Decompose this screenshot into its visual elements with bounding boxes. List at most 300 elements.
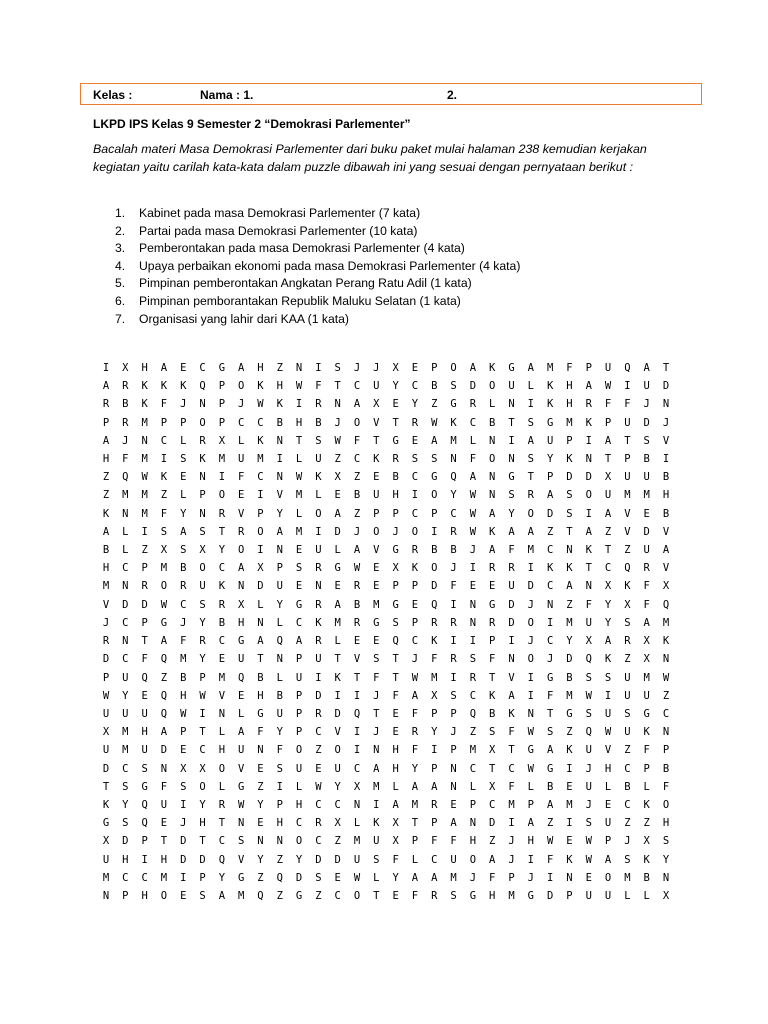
puzzle-letter[interactable]: F [257,726,264,739]
puzzle-letter[interactable]: Z [102,489,110,502]
puzzle-letter[interactable]: S [450,380,457,393]
puzzle-letter[interactable]: Q [141,671,148,684]
puzzle-letter[interactable]: O [238,380,245,393]
puzzle-letter[interactable]: R [643,562,650,575]
puzzle-letter[interactable]: T [527,471,534,484]
puzzle-letter[interactable]: F [238,471,245,484]
puzzle-letter[interactable]: Y [450,489,457,502]
puzzle-letter[interactable]: R [624,635,631,648]
puzzle-letter[interactable]: I [276,453,283,466]
puzzle-letter[interactable]: J [373,362,380,374]
puzzle-letter[interactable]: H [469,835,477,848]
puzzle-letter[interactable]: M [566,416,573,429]
puzzle-letter[interactable]: O [527,507,534,520]
puzzle-letter[interactable]: S [315,871,322,884]
puzzle-letter[interactable]: X [160,544,168,557]
puzzle-letter[interactable]: K [141,398,148,411]
puzzle-letter[interactable]: D [334,525,341,538]
puzzle-letter[interactable]: U [160,798,168,811]
puzzle-letter[interactable]: W [527,726,534,739]
puzzle-letter[interactable]: E [353,635,361,648]
puzzle-letter[interactable]: D [566,471,573,484]
puzzle-letter[interactable]: H [392,744,399,757]
puzzle-letter[interactable]: E [218,653,226,666]
puzzle-letter[interactable]: I [334,689,341,702]
puzzle-letter[interactable]: U [624,416,631,429]
puzzle-letter[interactable]: H [662,817,670,830]
puzzle-letter[interactable]: I [508,434,515,447]
puzzle-letter[interactable]: V [238,507,245,520]
puzzle-letter[interactable]: S [566,507,573,520]
puzzle-letter[interactable]: M [122,744,129,757]
puzzle-letter[interactable]: W [353,562,361,575]
puzzle-letter[interactable]: P [276,798,283,811]
puzzle-letter[interactable]: Y [431,726,438,739]
puzzle-letter[interactable]: F [411,707,419,720]
puzzle-letter[interactable]: A [489,853,496,866]
puzzle-letter[interactable]: Y [199,798,206,811]
puzzle-letter[interactable]: L [643,780,650,793]
puzzle-letter[interactable]: A [218,890,226,902]
puzzle-letter[interactable]: R [315,398,322,411]
puzzle-letter[interactable]: F [122,453,129,466]
puzzle-letter[interactable]: X [392,817,399,830]
puzzle-letter[interactable]: A [334,598,341,611]
puzzle-letter[interactable]: A [604,434,612,447]
puzzle-letter[interactable]: K [585,416,592,429]
puzzle-letter[interactable]: A [102,380,110,393]
puzzle-letter[interactable]: X [257,562,264,575]
puzzle-letter[interactable]: N [585,453,592,466]
puzzle-letter[interactable]: F [566,362,573,374]
puzzle-letter[interactable]: X [643,835,650,848]
puzzle-letter[interactable]: X [643,635,650,648]
puzzle-letter[interactable]: Z [469,726,477,739]
puzzle-letter[interactable]: N [353,798,361,811]
puzzle-letter[interactable]: S [527,453,534,466]
puzzle-letter[interactable]: Z [141,544,148,557]
puzzle-letter[interactable]: O [257,525,264,538]
puzzle-letter[interactable]: Y [199,653,206,666]
puzzle-letter[interactable]: W [334,434,341,447]
puzzle-letter[interactable]: C [122,562,129,575]
puzzle-letter[interactable]: G [546,762,554,775]
puzzle-letter[interactable]: J [508,835,515,848]
puzzle-letter[interactable]: S [199,890,206,902]
puzzle-letter[interactable]: O [469,853,477,866]
puzzle-letter[interactable]: U [643,544,650,557]
puzzle-letter[interactable]: Y [276,726,283,739]
puzzle-letter[interactable]: X [102,835,110,848]
puzzle-letter[interactable]: K [643,726,650,739]
puzzle-letter[interactable]: O [218,762,226,775]
puzzle-letter[interactable]: L [392,780,399,793]
puzzle-letter[interactable]: E [585,871,592,884]
puzzle-letter[interactable]: A [160,726,168,739]
puzzle-letter[interactable]: E [392,398,399,411]
puzzle-letter[interactable]: M [238,890,245,902]
puzzle-letter[interactable]: M [141,416,148,429]
puzzle-letter[interactable]: D [315,853,322,866]
puzzle-letter[interactable]: L [180,489,187,502]
puzzle-letter[interactable]: E [180,471,187,484]
puzzle-letter[interactable]: X [662,580,670,593]
puzzle-letter[interactable]: D [199,853,206,866]
puzzle-letter[interactable]: U [604,890,612,902]
puzzle-letter[interactable]: B [218,616,226,629]
puzzle-letter[interactable]: K [566,744,573,757]
puzzle-letter[interactable]: R [353,616,361,629]
puzzle-letter[interactable]: P [489,635,496,648]
puzzle-letter[interactable]: P [431,707,438,720]
puzzle-letter[interactable]: C [238,416,245,429]
puzzle-letter[interactable]: L [469,434,477,447]
puzzle-letter[interactable]: M [295,525,303,538]
puzzle-letter[interactable]: K [102,798,110,811]
puzzle-letter[interactable]: F [604,398,612,411]
puzzle-letter[interactable]: F [160,780,168,793]
puzzle-letter[interactable]: E [180,890,187,902]
puzzle-letter[interactable]: A [431,434,438,447]
puzzle-letter[interactable]: D [334,853,341,866]
puzzle-letter[interactable]: F [469,453,477,466]
puzzle-letter[interactable]: I [431,525,438,538]
puzzle-letter[interactable]: M [527,544,534,557]
puzzle-letter[interactable]: Q [257,890,264,902]
puzzle-letter[interactable]: A [411,871,419,884]
puzzle-letter[interactable]: N [489,489,496,502]
puzzle-letter[interactable]: K [450,416,457,429]
puzzle-letter[interactable]: Z [546,525,554,538]
puzzle-letter[interactable]: A [527,525,534,538]
puzzle-letter[interactable]: T [141,635,148,648]
puzzle-letter[interactable]: P [411,616,419,629]
puzzle-letter[interactable]: A [469,471,477,484]
puzzle-letter[interactable]: A [527,434,534,447]
puzzle-letter[interactable]: M [373,598,380,611]
puzzle-letter[interactable]: T [392,416,399,429]
puzzle-letter[interactable]: B [489,707,496,720]
puzzle-letter[interactable]: P [450,707,457,720]
puzzle-letter[interactable]: F [160,507,168,520]
puzzle-letter[interactable]: H [141,726,148,739]
puzzle-letter[interactable]: K [566,453,573,466]
puzzle-letter[interactable]: R [450,616,457,629]
puzzle-letter[interactable]: Q [199,380,206,393]
puzzle-letter[interactable]: F [508,780,515,793]
puzzle-letter[interactable]: U [315,453,322,466]
puzzle-letter[interactable]: R [315,817,322,830]
puzzle-letter[interactable]: I [469,562,477,575]
puzzle-letter[interactable]: N [585,580,592,593]
puzzle-letter[interactable]: A [450,817,457,830]
puzzle-letter[interactable]: A [604,635,612,648]
puzzle-letter[interactable]: W [469,525,477,538]
puzzle-letter[interactable]: Z [353,471,361,484]
puzzle-letter[interactable]: R [315,562,322,575]
puzzle-letter[interactable]: S [238,835,245,848]
puzzle-letter[interactable]: N [662,398,670,411]
puzzle-letter[interactable]: H [257,689,264,702]
puzzle-letter[interactable]: E [411,434,419,447]
puzzle-letter[interactable]: Q [585,726,592,739]
puzzle-letter[interactable]: J [180,817,187,830]
puzzle-letter[interactable]: I [527,398,534,411]
puzzle-letter[interactable]: E [373,471,380,484]
puzzle-letter[interactable]: Y [508,507,515,520]
puzzle-letter[interactable]: O [662,798,670,811]
puzzle-letter[interactable]: J [334,416,341,429]
puzzle-letter[interactable]: Y [218,544,226,557]
puzzle-letter[interactable]: D [257,580,264,593]
puzzle-letter[interactable]: S [624,853,631,866]
puzzle-letter[interactable]: L [122,544,129,557]
puzzle-letter[interactable]: H [527,835,534,848]
puzzle-letter[interactable]: N [199,471,206,484]
puzzle-letter[interactable]: L [295,507,303,520]
puzzle-letter[interactable]: I [276,780,283,793]
puzzle-letter[interactable]: G [546,416,554,429]
puzzle-letter[interactable]: T [218,525,226,538]
puzzle-letter[interactable]: U [624,671,631,684]
puzzle-letter[interactable]: K [546,562,554,575]
puzzle-letter[interactable]: A [643,362,650,374]
puzzle-letter[interactable]: O [238,544,245,557]
puzzle-letter[interactable]: I [585,507,592,520]
puzzle-letter[interactable]: A [604,507,612,520]
puzzle-letter[interactable]: K [508,707,515,720]
puzzle-letter[interactable]: A [527,817,534,830]
puzzle-letter[interactable]: A [102,525,110,538]
puzzle-letter[interactable]: T [566,525,573,538]
puzzle-letter[interactable]: M [295,489,303,502]
puzzle-letter[interactable]: L [315,489,322,502]
puzzle-letter[interactable]: S [315,434,322,447]
puzzle-letter[interactable]: B [489,416,496,429]
puzzle-letter[interactable]: C [218,562,226,575]
puzzle-letter[interactable]: S [295,562,303,575]
puzzle-letter[interactable]: G [527,890,534,902]
puzzle-letter[interactable]: J [469,871,477,884]
puzzle-letter[interactable]: D [431,580,438,593]
puzzle-letter[interactable]: J [527,598,534,611]
puzzle-letter[interactable]: F [276,744,283,757]
puzzle-letter[interactable]: Z [624,817,631,830]
puzzle-letter[interactable]: U [141,707,148,720]
puzzle-letter[interactable]: O [604,871,612,884]
puzzle-letter[interactable]: X [604,580,612,593]
puzzle-letter[interactable]: S [662,835,670,848]
puzzle-letter[interactable]: S [489,726,496,739]
puzzle-letter[interactable]: S [585,817,592,830]
puzzle-letter[interactable]: K [643,798,650,811]
puzzle-letter[interactable]: K [489,689,496,702]
puzzle-letter[interactable]: E [450,798,457,811]
puzzle-letter[interactable]: U [276,580,283,593]
puzzle-letter[interactable]: J [527,871,534,884]
puzzle-letter[interactable]: P [643,762,650,775]
puzzle-letter[interactable]: J [238,398,245,411]
puzzle-letter[interactable]: I [315,525,322,538]
puzzle-letter[interactable]: L [527,380,534,393]
puzzle-letter[interactable]: X [199,762,206,775]
puzzle-letter[interactable]: J [527,635,534,648]
puzzle-letter[interactable]: Y [604,616,612,629]
puzzle-letter[interactable]: Q [450,471,457,484]
puzzle-letter[interactable]: B [276,416,283,429]
puzzle-letter[interactable]: X [180,762,187,775]
puzzle-letter[interactable]: H [102,562,110,575]
puzzle-letter[interactable]: A [180,525,187,538]
puzzle-letter[interactable]: X [624,598,631,611]
puzzle-letter[interactable]: W [546,835,554,848]
puzzle-letter[interactable]: V [334,726,341,739]
puzzle-letter[interactable]: M [546,362,554,374]
puzzle-letter[interactable]: X [199,544,206,557]
puzzle-letter[interactable]: F [624,398,631,411]
puzzle-letter[interactable]: G [546,671,554,684]
puzzle-letter[interactable]: P [141,562,148,575]
puzzle-letter[interactable]: V [353,653,361,666]
puzzle-letter[interactable]: A [546,489,554,502]
puzzle-letter[interactable]: P [431,507,438,520]
puzzle-letter[interactable]: N [469,616,477,629]
puzzle-letter[interactable]: T [199,726,206,739]
puzzle-letter[interactable]: F [392,689,399,702]
puzzle-letter[interactable]: U [508,580,515,593]
puzzle-letter[interactable]: V [604,744,612,757]
puzzle-letter[interactable]: C [431,853,438,866]
puzzle-letter[interactable]: A [160,362,168,374]
puzzle-letter[interactable]: V [624,525,631,538]
puzzle-letter[interactable]: M [122,489,129,502]
puzzle-letter[interactable]: P [218,380,226,393]
puzzle-letter[interactable]: R [122,380,129,393]
puzzle-letter[interactable]: A [566,580,573,593]
puzzle-letter[interactable]: Q [585,653,592,666]
puzzle-letter[interactable]: C [141,871,148,884]
puzzle-letter[interactable]: L [257,598,264,611]
puzzle-letter[interactable]: L [218,726,226,739]
puzzle-letter[interactable]: S [604,671,612,684]
puzzle-letter[interactable]: W [199,689,206,702]
puzzle-letter[interactable]: F [643,744,650,757]
puzzle-letter[interactable]: B [180,671,187,684]
puzzle-letter[interactable]: P [411,580,419,593]
puzzle-letter[interactable]: B [546,780,554,793]
puzzle-letter[interactable]: J [392,525,399,538]
puzzle-letter[interactable]: N [373,744,380,757]
puzzle-letter[interactable]: C [334,798,341,811]
puzzle-letter[interactable]: C [295,616,303,629]
puzzle-letter[interactable]: W [585,835,592,848]
puzzle-letter[interactable]: H [141,890,148,902]
puzzle-letter[interactable]: Y [295,853,303,866]
puzzle-letter[interactable]: R [527,489,534,502]
puzzle-letter[interactable]: I [508,817,515,830]
puzzle-letter[interactable]: E [411,598,419,611]
puzzle-letter[interactable]: S [469,653,477,666]
puzzle-letter[interactable]: A [604,853,612,866]
puzzle-letter[interactable]: S [276,762,283,775]
puzzle-letter[interactable]: K [411,562,419,575]
puzzle-letter[interactable]: N [276,434,283,447]
puzzle-letter[interactable]: C [218,835,226,848]
puzzle-letter[interactable]: U [643,471,650,484]
puzzle-letter[interactable]: X [334,471,341,484]
puzzle-letter[interactable]: Y [392,871,399,884]
puzzle-letter[interactable]: I [450,671,457,684]
puzzle-letter[interactable]: Z [431,398,438,411]
puzzle-letter[interactable]: A [257,635,264,648]
puzzle-letter[interactable]: K [373,817,380,830]
puzzle-letter[interactable]: H [276,817,283,830]
puzzle-letter[interactable]: P [450,744,457,757]
puzzle-letter[interactable]: F [508,726,515,739]
puzzle-letter[interactable]: G [469,890,477,902]
puzzle-letter[interactable]: G [160,616,168,629]
puzzle-letter[interactable]: S [122,780,129,793]
puzzle-letter[interactable]: M [566,798,573,811]
puzzle-letter[interactable]: Y [392,380,399,393]
puzzle-letter[interactable]: U [276,707,283,720]
puzzle-letter[interactable]: P [295,707,303,720]
puzzle-letter[interactable]: T [218,817,226,830]
puzzle-letter[interactable]: Z [276,362,283,374]
puzzle-letter[interactable]: N [315,580,322,593]
puzzle-letter[interactable]: F [431,835,438,848]
puzzle-letter[interactable]: M [102,871,110,884]
puzzle-letter[interactable]: G [334,562,341,575]
puzzle-letter[interactable]: Q [353,707,361,720]
puzzle-letter[interactable]: C [122,653,129,666]
puzzle-letter[interactable]: R [431,798,438,811]
puzzle-letter[interactable]: G [238,871,245,884]
puzzle-letter[interactable]: E [257,817,264,830]
puzzle-letter[interactable]: H [257,362,264,374]
puzzle-letter[interactable]: G [392,434,399,447]
puzzle-letter[interactable]: L [489,398,496,411]
puzzle-letter[interactable]: F [662,780,670,793]
puzzle-letter[interactable]: H [141,362,148,374]
puzzle-letter[interactable]: M [624,871,631,884]
puzzle-letter[interactable]: R [315,707,322,720]
puzzle-letter[interactable]: P [295,726,303,739]
puzzle-letter[interactable]: P [199,489,206,502]
puzzle-letter[interactable]: L [238,707,245,720]
puzzle-letter[interactable]: P [546,471,554,484]
puzzle-letter[interactable]: Q [122,471,129,484]
puzzle-letter[interactable]: U [624,471,631,484]
puzzle-letter[interactable]: M [218,671,226,684]
puzzle-letter[interactable]: M [373,780,380,793]
puzzle-letter[interactable]: I [566,817,573,830]
puzzle-letter[interactable]: O [334,744,341,757]
puzzle-letter[interactable]: E [566,780,573,793]
puzzle-letter[interactable]: X [489,744,496,757]
puzzle-letter[interactable]: A [102,434,110,447]
puzzle-letter[interactable]: G [238,635,245,648]
puzzle-letter[interactable]: M [353,835,361,848]
puzzle-letter[interactable]: B [431,380,438,393]
puzzle-letter[interactable]: S [527,416,534,429]
puzzle-letter[interactable]: U [373,380,380,393]
puzzle-letter[interactable]: V [238,853,245,866]
puzzle-letter[interactable]: C [469,762,477,775]
puzzle-letter[interactable]: M [431,671,438,684]
puzzle-letter[interactable]: D [160,744,168,757]
puzzle-letter[interactable]: K [643,853,650,866]
